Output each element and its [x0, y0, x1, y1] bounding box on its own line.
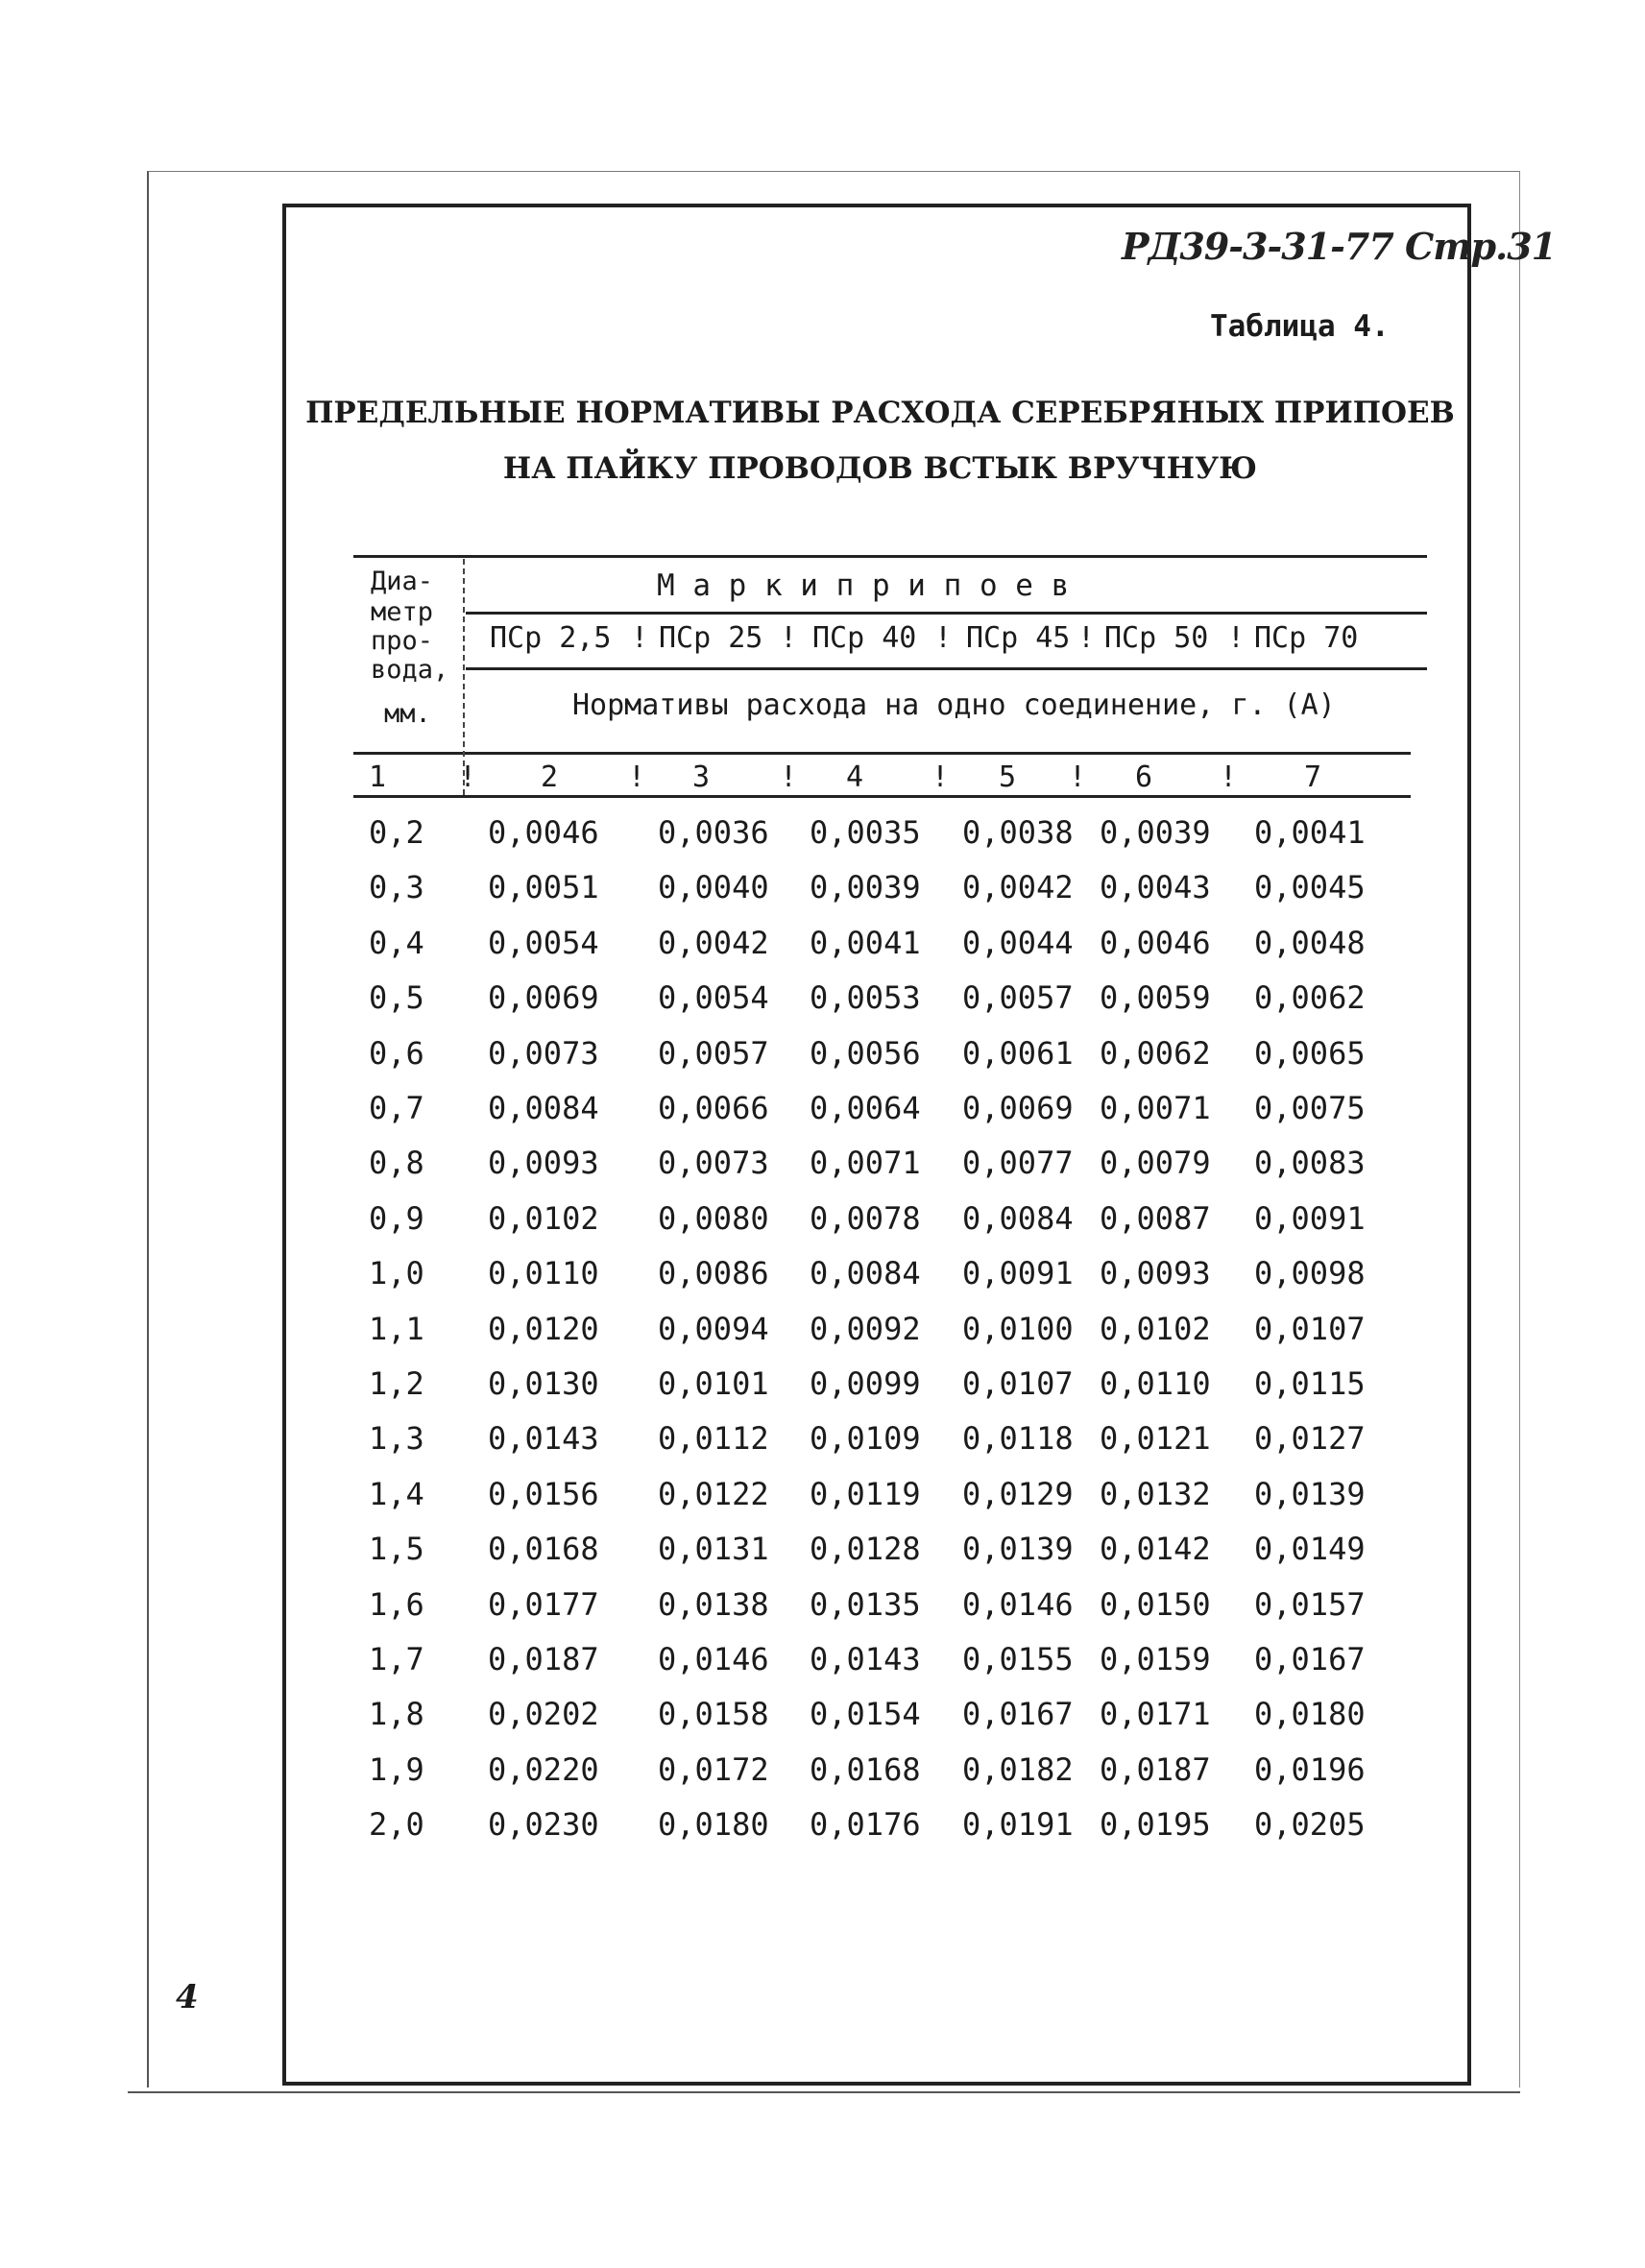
norm-value-cell: 0,0066	[658, 1090, 769, 1126]
norm-value-cell: 0,0101	[658, 1365, 769, 1402]
norm-value-cell: 0,0154	[810, 1696, 921, 1733]
norm-value-cell: 0,0220	[488, 1750, 599, 1788]
norm-value-cell: 0,0084	[962, 1199, 1074, 1237]
diameter-header-line-4: вода,	[371, 655, 449, 685]
norm-value-cell: 0,0039	[1100, 814, 1211, 851]
column-number-separator: !	[931, 760, 950, 794]
outer-frame-bottom	[128, 2091, 1520, 2093]
norm-value-cell: 0,0071	[810, 1145, 921, 1182]
table-label: Таблица 4.	[1210, 309, 1390, 344]
norm-value-cell: 0,0071	[1100, 1090, 1211, 1126]
column-number-separator: !	[1220, 760, 1238, 794]
table-title-line-1: ПРЕДЕЛЬНЫЕ НОРМАТИВЫ РАСХОДА СЕРЕБРЯНЫХ ПРИПОЕВ	[305, 396, 1455, 430]
norm-value-cell: 0,0120	[488, 1310, 599, 1347]
norm-value-cell: 0,0139	[962, 1531, 1074, 1568]
norm-value-cell: 0,0041	[1254, 814, 1366, 851]
diameter-cell: 1,3	[369, 1420, 424, 1458]
diameter-cell: 1,9	[369, 1750, 424, 1788]
norm-value-cell: 0,0167	[962, 1696, 1074, 1733]
norm-value-cell: 0,0202	[488, 1696, 599, 1733]
column-number: 5	[999, 760, 1017, 794]
norm-value-cell: 0,0100	[962, 1310, 1074, 1347]
norm-value-cell: 0,0177	[488, 1585, 599, 1623]
norm-value-cell: 0,0099	[810, 1365, 921, 1402]
norm-value-cell: 0,0057	[658, 1034, 769, 1072]
header-top-rule	[353, 555, 1427, 558]
diameter-cell: 0,7	[369, 1090, 424, 1126]
norm-value-cell: 0,0064	[810, 1090, 921, 1126]
norm-value-cell: 0,0143	[810, 1641, 921, 1677]
norm-value-cell: 0,0044	[962, 924, 1074, 961]
column-numbers-rule	[353, 795, 1411, 798]
norm-value-cell: 0,0171	[1100, 1696, 1211, 1733]
brand-separator: !	[1077, 621, 1096, 655]
norm-value-cell: 0,0046	[1100, 924, 1211, 961]
norm-value-cell: 0,0054	[488, 924, 599, 961]
brand-separator: !	[934, 621, 953, 655]
norm-value-cell: 0,0187	[1100, 1750, 1211, 1788]
norm-value-cell: 0,0157	[1254, 1585, 1366, 1623]
diameter-cell: 0,3	[369, 869, 424, 906]
norms-rule	[466, 667, 1427, 670]
norm-value-cell: 0,0132	[1100, 1475, 1211, 1512]
column-number-separator: !	[628, 760, 646, 794]
diameter-cell: 0,4	[369, 924, 424, 961]
diameter-cell: 1,1	[369, 1310, 424, 1347]
norm-value-cell: 0,0053	[810, 979, 921, 1017]
norm-value-cell: 0,0098	[1254, 1255, 1366, 1292]
norm-value-cell: 0,0093	[1100, 1255, 1211, 1292]
norm-value-cell: 0,0121	[1100, 1420, 1211, 1458]
norm-value-cell: 0,0176	[810, 1806, 921, 1844]
norm-value-cell: 0,0158	[658, 1696, 769, 1733]
norm-value-cell: 0,0051	[488, 869, 599, 906]
norm-value-cell: 0,0091	[962, 1255, 1074, 1292]
norm-value-cell: 0,0138	[658, 1585, 769, 1623]
diameter-header-line-3: про-	[371, 626, 434, 656]
diameter-cell: 1,8	[369, 1696, 424, 1733]
norm-value-cell: 0,0146	[962, 1585, 1074, 1623]
diameter-header-line-1: Диа-	[371, 567, 434, 596]
brand-2: ПСр 25	[659, 621, 763, 655]
norm-value-cell: 0,0078	[810, 1199, 921, 1237]
column-number-separator: !	[1069, 760, 1087, 794]
diameter-header-line-5: мм.	[384, 699, 431, 729]
norm-value-cell: 0,0062	[1100, 1034, 1211, 1072]
norm-value-cell: 0,0195	[1100, 1806, 1211, 1844]
norm-value-cell: 0,0196	[1254, 1750, 1366, 1788]
norm-value-cell: 0,0119	[810, 1475, 921, 1512]
diameter-cell: 0,6	[369, 1034, 424, 1072]
norm-value-cell: 0,0172	[658, 1750, 769, 1788]
norm-value-cell: 0,0040	[658, 869, 769, 906]
diameter-cell: 0,8	[369, 1145, 424, 1182]
norm-value-cell: 0,0230	[488, 1806, 599, 1844]
norm-value-cell: 0,0057	[962, 979, 1074, 1017]
column-number: 2	[541, 760, 559, 794]
norm-value-cell: 0,0129	[962, 1475, 1074, 1512]
column-number: 6	[1135, 760, 1153, 794]
norm-value-cell: 0,0109	[810, 1420, 921, 1458]
header-bottom-rule	[353, 752, 1411, 755]
brand-separator: !	[1227, 621, 1246, 655]
norm-value-cell: 0,0045	[1254, 869, 1366, 906]
norm-value-cell: 0,0069	[962, 1090, 1074, 1126]
column-number: 3	[692, 760, 711, 794]
column-number: 1	[369, 760, 387, 794]
norm-value-cell: 0,0102	[1100, 1310, 1211, 1347]
brand-4: ПСр 45	[966, 621, 1071, 655]
norm-value-cell: 0,0135	[810, 1585, 921, 1623]
norm-value-cell: 0,0131	[658, 1531, 769, 1568]
norm-value-cell: 0,0077	[962, 1145, 1074, 1182]
norm-value-cell: 0,0107	[962, 1365, 1074, 1402]
norm-value-cell: 0,0127	[1254, 1420, 1366, 1458]
norm-value-cell: 0,0054	[658, 979, 769, 1017]
norm-value-cell: 0,0084	[810, 1255, 921, 1292]
norm-value-cell: 0,0043	[1100, 869, 1211, 906]
norm-value-cell: 0,0149	[1254, 1531, 1366, 1568]
norm-value-cell: 0,0080	[658, 1199, 769, 1237]
norm-value-cell: 0,0093	[488, 1145, 599, 1182]
norm-value-cell: 0,0107	[1254, 1310, 1366, 1347]
norm-value-cell: 0,0167	[1254, 1641, 1366, 1677]
brand-separator: !	[780, 621, 798, 655]
norm-value-cell: 0,0112	[658, 1420, 769, 1458]
diameter-cell: 0,2	[369, 814, 424, 851]
norm-value-cell: 0,0159	[1100, 1641, 1211, 1677]
norm-value-cell: 0,0065	[1254, 1034, 1366, 1072]
norm-value-cell: 0,0035	[810, 814, 921, 851]
brands-header: М а р к и п р и п о е в	[657, 568, 1070, 603]
diameter-cell: 0,9	[369, 1199, 424, 1237]
norm-value-cell: 0,0115	[1254, 1365, 1366, 1402]
norm-value-cell: 0,0073	[658, 1145, 769, 1182]
norm-value-cell: 0,0142	[1100, 1531, 1211, 1568]
diameter-cell: 1,6	[369, 1585, 424, 1623]
column-number-separator: !	[459, 760, 477, 794]
norm-value-cell: 0,0139	[1254, 1475, 1366, 1512]
norms-header: Нормативы расхода на одно соединение, г. (А)	[572, 688, 1336, 722]
norm-value-cell: 0,0059	[1100, 979, 1211, 1017]
norm-value-cell: 0,0110	[1100, 1365, 1211, 1402]
norm-value-cell: 0,0168	[810, 1750, 921, 1788]
diameter-cell: 1,0	[369, 1255, 424, 1292]
column-number: 7	[1304, 760, 1322, 794]
norm-value-cell: 0,0079	[1100, 1145, 1211, 1182]
norm-value-cell: 0,0122	[658, 1475, 769, 1512]
norm-value-cell: 0,0036	[658, 814, 769, 851]
brand-5: ПСр 50	[1104, 621, 1209, 655]
norm-value-cell: 0,0180	[1254, 1696, 1366, 1733]
norm-value-cell: 0,0092	[810, 1310, 921, 1347]
norm-value-cell: 0,0056	[810, 1034, 921, 1072]
diameter-cell: 1,7	[369, 1641, 424, 1677]
brand-3: ПСр 40	[812, 621, 917, 655]
brand-1: ПСр 2,5	[490, 621, 612, 655]
table-title-line-2: НА ПАЙКУ ПРОВОДОВ ВСТЫК ВРУЧНУЮ	[502, 451, 1258, 486]
norm-value-cell: 0,0168	[488, 1531, 599, 1568]
norm-value-cell: 0,0062	[1254, 979, 1366, 1017]
norm-value-cell: 0,0083	[1254, 1145, 1366, 1182]
diameter-cell: 2,0	[369, 1806, 424, 1844]
norm-value-cell: 0,0155	[962, 1641, 1074, 1677]
norm-value-cell: 0,0102	[488, 1199, 599, 1237]
norm-value-cell: 0,0042	[658, 924, 769, 961]
norm-value-cell: 0,0180	[658, 1806, 769, 1844]
norm-value-cell: 0,0150	[1100, 1585, 1211, 1623]
norm-value-cell: 0,0205	[1254, 1806, 1366, 1844]
norm-value-cell: 0,0042	[962, 869, 1074, 906]
brand-6: ПСр 70	[1254, 621, 1359, 655]
column-number: 4	[846, 760, 864, 794]
norm-value-cell: 0,0038	[962, 814, 1074, 851]
diameter-header-line-2: метр	[371, 597, 434, 627]
norm-value-cell: 0,0118	[962, 1420, 1074, 1458]
diameter-cell: 0,5	[369, 979, 424, 1017]
norm-value-cell: 0,0130	[488, 1365, 599, 1402]
norm-value-cell: 0,0087	[1100, 1199, 1211, 1237]
column-number-separator: !	[780, 760, 798, 794]
document-code: РД39-3-31-77 Стр.31	[1122, 225, 1557, 268]
diameter-cell: 1,5	[369, 1531, 424, 1568]
norm-value-cell: 0,0084	[488, 1090, 599, 1126]
norm-value-cell: 0,0094	[658, 1310, 769, 1347]
norm-value-cell: 0,0091	[1254, 1199, 1366, 1237]
norm-value-cell: 0,0075	[1254, 1090, 1366, 1126]
page-mark: 4	[176, 1978, 199, 2016]
norm-value-cell: 0,0061	[962, 1034, 1074, 1072]
brands-rule	[466, 612, 1427, 615]
norm-value-cell: 0,0110	[488, 1255, 599, 1292]
diameter-cell: 1,2	[369, 1365, 424, 1402]
diameter-cell: 1,4	[369, 1475, 424, 1512]
norm-value-cell: 0,0128	[810, 1531, 921, 1568]
norm-value-cell: 0,0086	[658, 1255, 769, 1292]
norm-value-cell: 0,0069	[488, 979, 599, 1017]
norm-value-cell: 0,0046	[488, 814, 599, 851]
brand-separator: !	[631, 621, 649, 655]
norm-value-cell: 0,0182	[962, 1750, 1074, 1788]
norm-value-cell: 0,0146	[658, 1641, 769, 1677]
norm-value-cell: 0,0041	[810, 924, 921, 961]
norm-value-cell: 0,0048	[1254, 924, 1366, 961]
norm-value-cell: 0,0187	[488, 1641, 599, 1677]
norm-value-cell: 0,0143	[488, 1420, 599, 1458]
norm-value-cell: 0,0073	[488, 1034, 599, 1072]
norm-value-cell: 0,0039	[810, 869, 921, 906]
norm-value-cell: 0,0156	[488, 1475, 599, 1512]
norm-value-cell: 0,0191	[962, 1806, 1074, 1844]
